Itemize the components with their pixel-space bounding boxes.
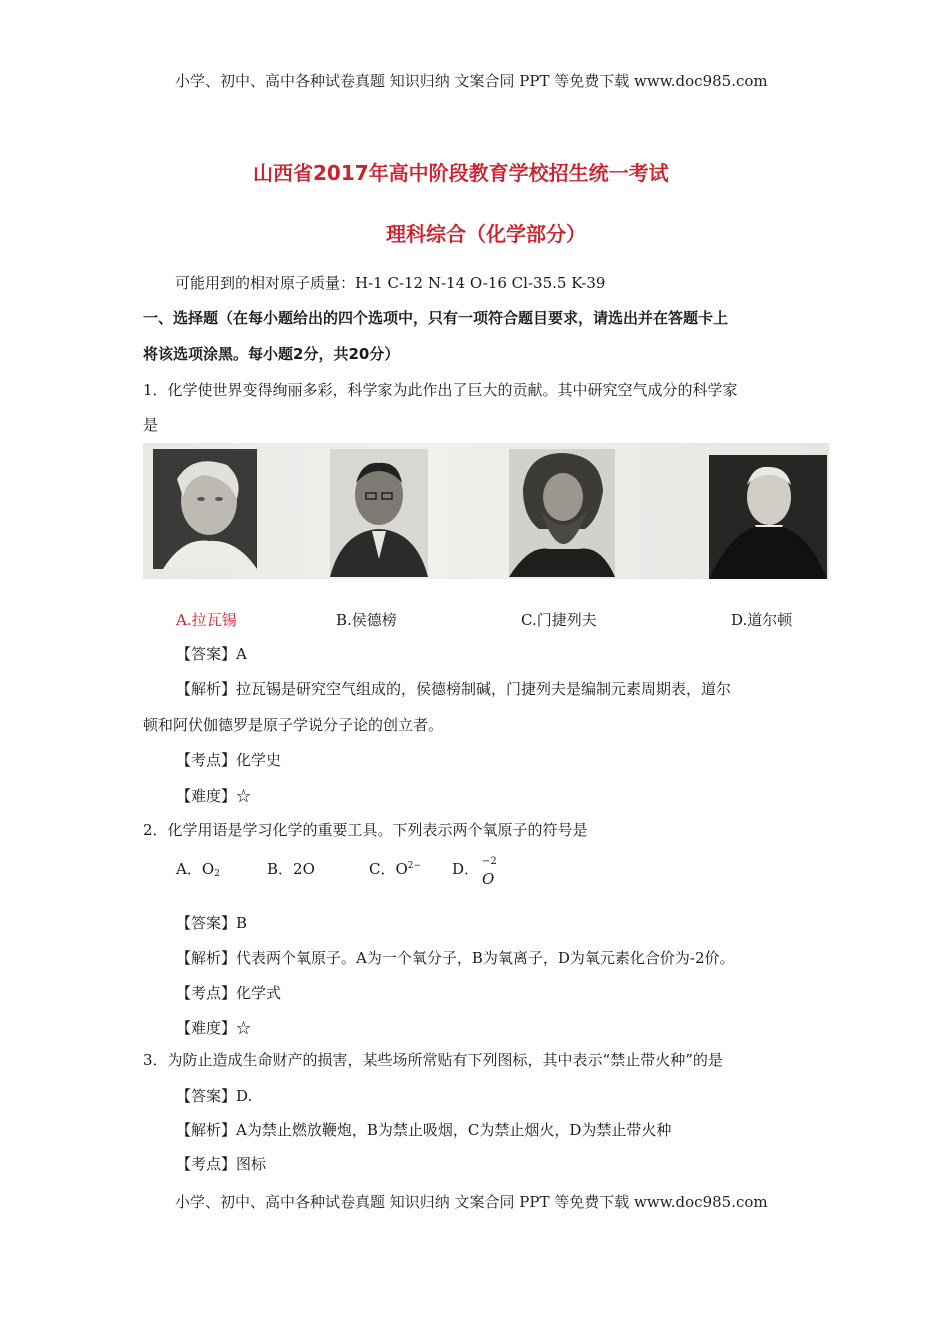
q1-stem-line2: 是 bbox=[143, 416, 159, 434]
q1-analysis-line2: 顿和阿伏伽德罗是原子学说分子论的创立者。 bbox=[143, 716, 444, 734]
page-footer: 小学、初中、高中各种试卷真题 知识归纳 文案合同 PPT 等免费下载 www.doc985.com bbox=[175, 1193, 768, 1211]
portrait-lavoisier bbox=[153, 449, 257, 569]
section-heading-line2: 将该选项涂黑。每小题2分，共20分） bbox=[143, 345, 400, 363]
portrait-dalton bbox=[709, 455, 827, 579]
q2-answer: 【答案】B bbox=[176, 914, 248, 932]
q2-option-c-label: C．O bbox=[369, 860, 408, 878]
q3-analysis: 【解析】A为禁止燃放鞭炮，B为禁止吸烟，C为禁止烟火，D为禁止带火种 bbox=[176, 1121, 672, 1139]
atomic-masses: 可能用到的相对原子质量：H-1 C-12 N-14 O-16 Cl-35.5 K-39 bbox=[175, 274, 606, 292]
q2-option-a-subscript: 2 bbox=[214, 869, 220, 879]
portrait-mendeleev bbox=[509, 449, 615, 577]
q2-option-a-symbol: O bbox=[201, 860, 215, 878]
q3-answer: 【答案】D. bbox=[176, 1087, 253, 1105]
q2-point: 【考点】化学式 bbox=[176, 984, 282, 1002]
section-heading-line1: 一、选择题（在每小题给出的四个选项中，只有一项符合题目要求，请选出并在答题卡上 bbox=[143, 309, 729, 327]
page-subtitle: 理科综合（化学部分） bbox=[386, 222, 586, 246]
q2-option-a-label: A． bbox=[176, 860, 202, 878]
q1-difficulty: 【难度】☆ bbox=[176, 787, 252, 805]
q2-option-b: B．2O bbox=[267, 860, 315, 878]
q1-analysis-line1: 【解析】拉瓦锡是研究空气组成的，侯德榜制碱，门捷列夫是编制元素周期表，道尔 bbox=[176, 680, 732, 698]
q3-stem: 3．为防止造成生命财产的损害，某些场所常贴有下列图标，其中表示“禁止带火种”的是 bbox=[143, 1051, 723, 1069]
q2-analysis: 【解析】代表两个氧原子。A为一个氧分子，B为氧离子，D为氧元素化合价为-2价。 bbox=[176, 949, 735, 967]
page-title: 山西省2017年高中阶段教育学校招生统一考试 bbox=[253, 161, 669, 185]
q2-option-c bbox=[369, 858, 421, 879]
q2-option-d-label: D． bbox=[452, 860, 480, 878]
q2-stem: 2．化学用语是学习化学的重要工具。下列表示两个氧原子的符号是 bbox=[143, 821, 588, 839]
q1-point: 【考点】化学史 bbox=[176, 751, 282, 769]
q1-option-b: B.侯德榜 bbox=[336, 611, 397, 629]
q2-difficulty: 【难度】☆ bbox=[176, 1019, 252, 1037]
portrait-hou-debang bbox=[330, 449, 428, 577]
q2-option-d-symbol: O bbox=[482, 870, 495, 888]
q1-stem-line1: 1．化学使世界变得绚丽多彩，科学家为此作出了巨大的贡献。其中研究空气成分的科学家 bbox=[143, 381, 738, 399]
q1-option-c: C.门捷列夫 bbox=[521, 611, 597, 629]
q1-option-a: A.拉瓦锡 bbox=[176, 611, 237, 629]
page-header: 小学、初中、高中各种试卷真题 知识归纳 文案合同 PPT 等免费下载 www.doc985.com bbox=[175, 72, 768, 90]
q1-answer: 【答案】A bbox=[176, 645, 247, 663]
q3-point: 【考点】图标 bbox=[176, 1155, 267, 1173]
q2-option-d-valence: −2 bbox=[482, 856, 497, 867]
q2-option-c-superscript: 2− bbox=[407, 861, 422, 871]
q2-option-a bbox=[176, 858, 220, 879]
q2-option-d bbox=[452, 858, 479, 879]
q1-option-d: D.道尔顿 bbox=[731, 611, 793, 629]
scientist-portraits bbox=[143, 443, 829, 579]
